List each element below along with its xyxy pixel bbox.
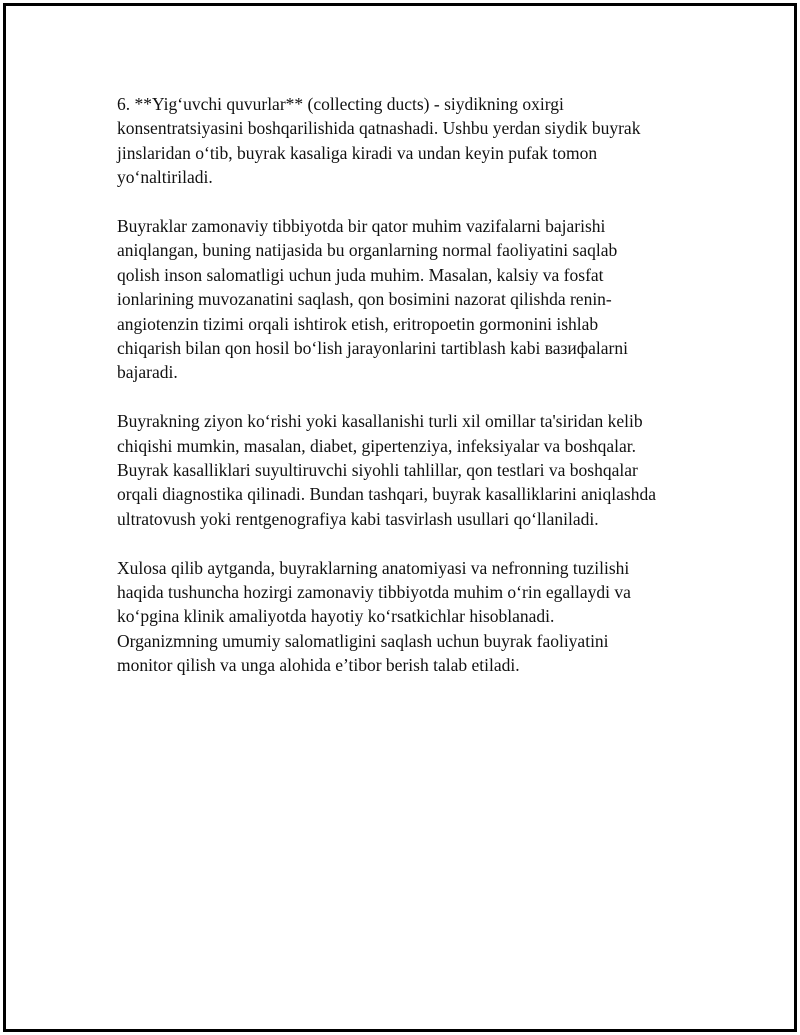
paragraph-kidney-functions: Buyraklar zamonaviy tibbiyotda bir qator muhim vazifalarni bajarishi aniqlangan, buning natijasida bu organlarning normal faoliyatini saqlab qolish inson salomatligi uchun juda muhim. Masalan, kalsiy va fosfat ionlarining muvozanatini saqlash, qon bosimini nazorat qilishda renin- angiotenzin tizimi orqali ishtirok etish, eritropoetin gormonini ishlab chiqarish bilan qon hosil bo‘lish jarayonlarini tartiblash kabi вазифalarni bajaradi. — [117, 216, 628, 383]
paragraph-conclusion: Xulosa qilib aytganda, buyraklarning anatomiyasi va nefronning tuzilishi haqida tushuncha hozirgi zamonaviy tibbiyotda muhim o‘rin egallaydi va ko‘pgina klinik amaliyotda hayotiy ko‘rsatkichlar hisoblanadi. Organizmning umumiy salomatligini saqlash uchun buyrak faoliyatini monitor qilish va unga alohida e’tibor berish talab etiladi. — [117, 557, 631, 676]
paragraph-kidney-diseases: Buyrakning ziyon ko‘rishi yoki kasallanishi turli xil omillar ta'siridan kelib chiqishi mumkin, masalan, diabet, gipertenziya, infeksiyalar va boshqalar. Buyrak kasalliklari suyultiruvchi siyohli tahlillar, qon testlari va boshqalar orqali diagnostika qilinadi. Bundan tashqari, buyrak kasalliklarini aniqlashda ultratovush yoki rentgenografiya kabi tasvirlash usullari qo‘llaniladi. — [117, 411, 656, 529]
document-body — [117, 92, 697, 702]
paragraph-collecting-ducts: 6. **Yig‘uvchi quvurlar** (collecting ducts) - siydikning oxirgi konsentratsiyasini boshqarilishida qatnashadi. Ushbu yerdan siydik buyrak jinslaridan o‘tib, buyrak kasaliga kiradi va undan keyin pufak tomon yo‘naltiriladi. — [117, 94, 641, 188]
